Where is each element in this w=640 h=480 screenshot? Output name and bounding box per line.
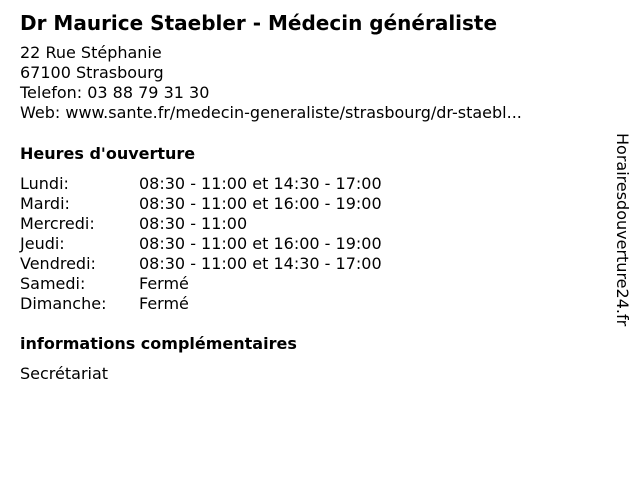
day-label: Lundi: [20,174,69,193]
time-value: Fermé [139,274,189,293]
city-address: 67100 Strasbourg [20,63,164,82]
time-value: 08:30 - 11:00 [139,214,248,233]
day-label: Mardi: [20,194,70,213]
page-title: Dr Maurice Staebler - Médecin généraliste [20,11,498,35]
time-value: 08:30 - 11:00 et 14:30 - 17:00 [139,174,382,193]
day-label: Samedi: [20,274,86,293]
time-value: 08:30 - 11:00 et 14:30 - 17:00 [139,254,382,273]
address-block [20,43,522,123]
site-brand-vertical: Horairesdouverture24.fr [613,133,632,327]
day-label: Jeudi: [20,234,65,253]
day-label: Vendredi: [20,254,96,273]
time-value: Fermé [139,294,189,313]
day-label: Mercredi: [20,214,95,233]
phone-number: Telefon: 03 88 79 31 30 [20,83,210,102]
additional-info-heading: informations complémentaires [20,334,297,353]
time-value: 08:30 - 11:00 et 16:00 - 19:00 [139,234,382,253]
street-address: 22 Rue Stéphanie [20,43,162,62]
opening-hours-heading: Heures d'ouverture [20,144,196,163]
time-value: 08:30 - 11:00 et 16:00 - 19:00 [139,194,382,213]
day-label: Dimanche: [20,294,107,313]
additional-info-text: Secrétariat [20,364,109,383]
website-url: Web: www.sante.fr/medecin-generaliste/strasbourg/dr-staebl... [20,103,522,122]
